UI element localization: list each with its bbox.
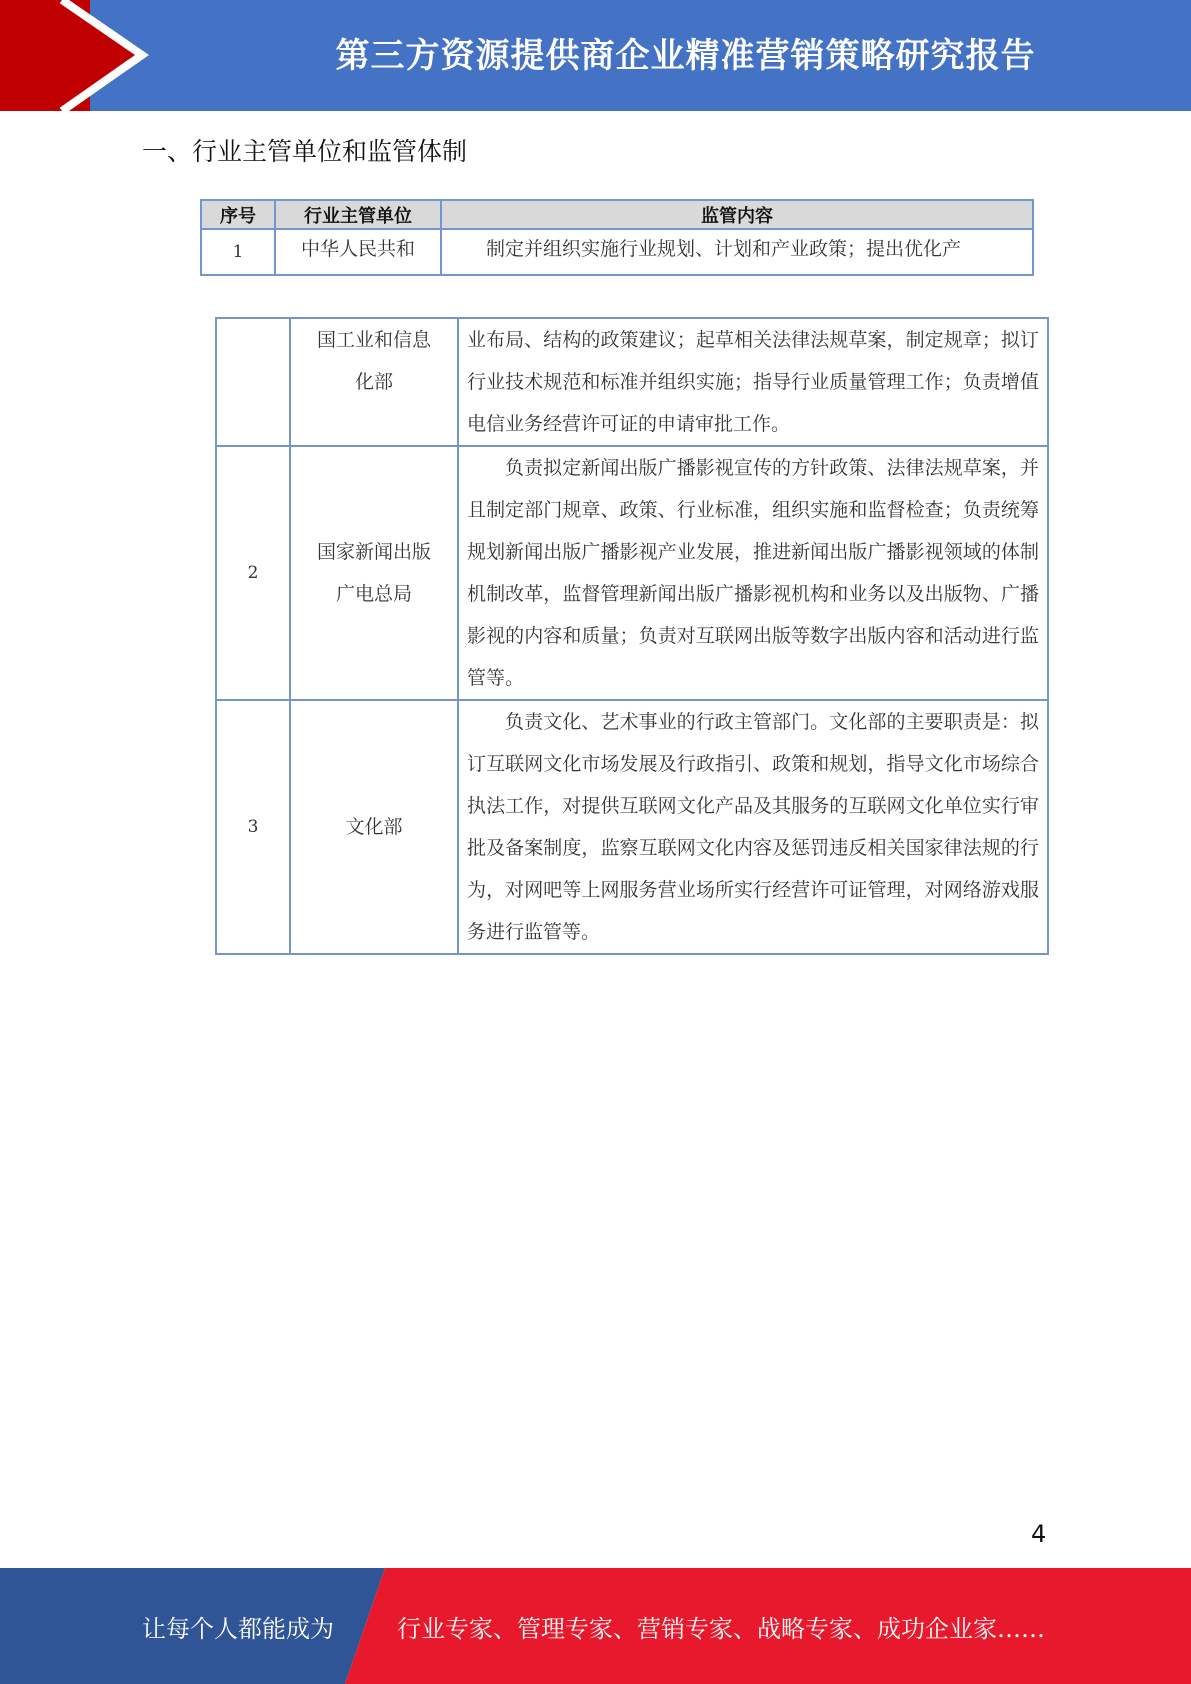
footer-slogan-left: 让每个人都能成为 xyxy=(142,1614,334,1643)
section-heading: 一、行业主管单位和监管体制 xyxy=(142,137,468,166)
row-content-text: 负责拟定新闻出版广播影视宣传的方针政策、法律法规草案，并且制定部门规章、政策、行业标准，组织实施和监督检查；负责统筹规划新闻出版广播影视产业发展，推进新闻出版广播影视领域的体制机制改革，监督管理新闻出版广播影视机构和业务以及出版物、广播影视的内容和质量；负责对互联网出版等数字出版内容和活动进行监管等。 xyxy=(467,457,1039,689)
table-row xyxy=(216,446,1048,700)
row-number: 2 xyxy=(216,446,290,700)
row-content: 制定并组织实施行业规划、计划和产业政策；提出优化产 xyxy=(441,229,1033,275)
row-content: 业布局、结构的政策建议；起草相关法律法规草案，制定规章；拟订行业技术规范和标准并组织实施；指导行业质量管理工作；负责增值电信业务经营许可证的申请审批工作。 xyxy=(458,318,1048,446)
page-number: 4 xyxy=(1031,1520,1047,1548)
row-unit-line: 广电总局 xyxy=(335,583,412,605)
row-unit-line: 化部 xyxy=(354,371,393,393)
table-row xyxy=(216,318,1048,446)
row-content xyxy=(458,446,1048,700)
row-unit-line: 国家新闻出版 xyxy=(316,541,431,563)
chevron-arrow-icon xyxy=(0,0,160,111)
regulation-table-body xyxy=(215,317,1049,955)
header-banner xyxy=(0,0,1191,111)
row-content xyxy=(458,700,1048,954)
col-header-unit: 行业主管单位 xyxy=(275,200,441,229)
regulation-table-header xyxy=(200,199,1034,276)
document-title: 第三方资源提供商企业精准营销策略研究报告 xyxy=(335,36,1036,76)
table-header-row xyxy=(201,200,1033,229)
row-number xyxy=(216,318,290,446)
table-row xyxy=(201,229,1033,275)
row-number: 3 xyxy=(216,700,290,954)
row-unit xyxy=(290,318,458,446)
footer-banner xyxy=(0,1568,1191,1684)
row-content-text: 负责文化、艺术事业的行政主管部门。文化部的主要职责是：拟订互联网文化市场发展及行政指引、政策和规划，指导文化市场综合执法工作，对提供互联网文化产品及其服务的互联网文化单位实行审批及备案制度，监察互联网文化内容及惩罚违反相关国家律法规的行为，对网吧等上网服务营业场所实行经营许可证管理，对网络游戏服务进行监管等。 xyxy=(467,711,1039,943)
row-number: 1 xyxy=(201,229,275,275)
row-unit: 文化部 xyxy=(290,700,458,954)
row-unit: 中华人民共和 xyxy=(275,229,441,275)
row-unit xyxy=(290,446,458,700)
col-header-content: 监管内容 xyxy=(441,200,1033,229)
footer-slogan-right: 行业专家、管理专家、营销专家、战略专家、成功企业家…… xyxy=(397,1614,1045,1643)
col-header-number: 序号 xyxy=(201,200,275,229)
row-unit-line: 国工业和信息 xyxy=(316,329,431,351)
table-row xyxy=(216,700,1048,954)
